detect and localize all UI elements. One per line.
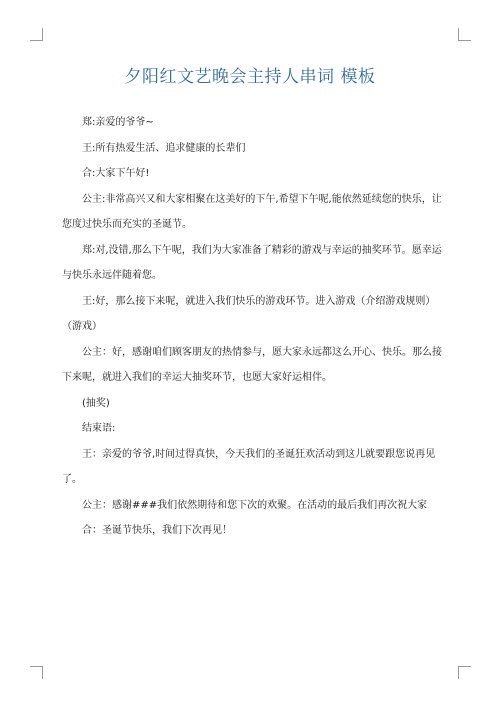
paragraph-greeting-together: 合:大家下午好! xyxy=(82,168,150,179)
paragraph-closing-heading: 结束语: xyxy=(82,423,116,434)
paragraph-zheng-games: 郑:对,没错,那么下午呢，我们为大家准备了精彩的游戏与幸运的抽奖环节。愿幸运与快乐永远伴随着您。 xyxy=(62,244,442,281)
paragraph-together-farewell: 合：圣诞节快乐，我们下次再见！ xyxy=(82,525,232,536)
paragraph-greeting-zheng: 郑:亲爱的爷爷~ xyxy=(82,117,154,128)
paragraph-greeting-wang: 王:所有热爱生活、追求健康的长辈们 xyxy=(82,142,246,154)
paragraph-wang-farewell: 王：亲爱的爷爷,时间过得真快，今天我们的圣诞狂欢活动到这儿就要跟您说再见了。 xyxy=(62,448,436,485)
crop-mark-top-left xyxy=(30,28,43,41)
paragraph-host-opening: 公主:非常高兴又和大家相聚在这美好的下午,希望下午呢,能依然延续您的快乐，让您度过快乐而充实的圣诞节。 xyxy=(62,193,442,230)
paragraph-wang-games: 王:好，那么接下来呢，就进入我们快乐的游戏环节。进入游戏（介绍游戏规则）（游戏） xyxy=(62,295,436,332)
document-title: 夕阳红文艺晚会主持人串词 模板 xyxy=(124,67,376,87)
crop-mark-bottom-right xyxy=(458,666,471,679)
paragraph-lottery: (抽奖) xyxy=(82,397,110,409)
document-body xyxy=(62,110,446,544)
crop-mark-bottom-left xyxy=(30,666,43,679)
paragraph-host-lottery: 公主：好，感谢咱们顾客朋友的热情参与，愿大家永远都这么开心、快乐。那么接下来呢，就进入我们的幸运大抽奖环节，也愿大家好运相伴。 xyxy=(62,346,442,383)
crop-mark-top-right xyxy=(458,28,471,41)
paragraph-host-thanks: 公主：感谢###我们依然期待和您下次的欢聚。在活动的最后我们再次祝大家 xyxy=(82,499,428,511)
